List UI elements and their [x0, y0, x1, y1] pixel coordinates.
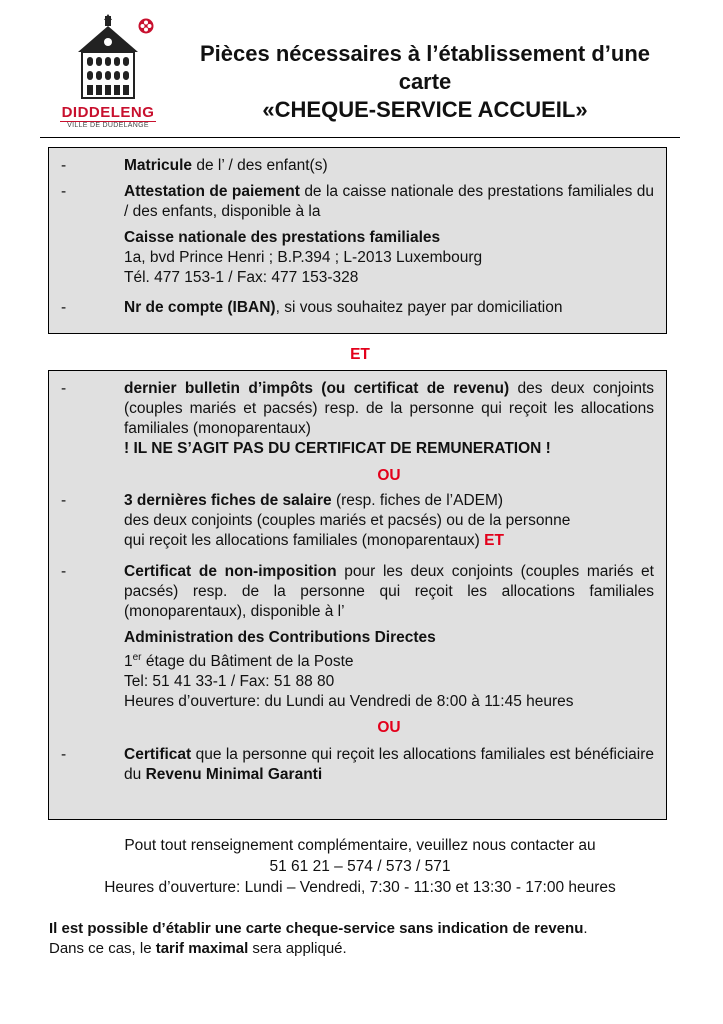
rmg-label: Revenu Minimal Garanti: [145, 766, 323, 783]
tax-bulletin-text: des deux conjoints (couples mariés et pacsés) resp. de la personne qui reçoit les allocations familiales (monoparentaux): [124, 380, 654, 437]
warning-not-salary-certificate: ! IL NE S’AGIT PAS DU CERTIFICAT DE REMUNERATION !: [124, 440, 551, 457]
rmg-certificate-label: Certificat: [124, 746, 192, 763]
non-taxation-label: Certificat de non-imposition: [124, 563, 337, 580]
acd-floor-suffix: er: [132, 652, 142, 663]
non-taxation-text: pour les deux conjoints (couples mariés et pacsés) resp. de la personne qui reçoit les allocations familiales (monoparentaux), disponible à l’: [124, 563, 654, 620]
note: [49, 919, 689, 959]
acd-opening-hours: Heures d’ouverture: du Lundi au Vendredi de 8:00 à 11:45 heures: [124, 693, 574, 711]
separator-et: ET: [350, 346, 370, 363]
bullet-dash: -: [61, 492, 67, 509]
tax-bulletin-label: dernier bulletin d’impôts (ou certificat de revenu): [124, 380, 510, 397]
title-line-2: carte: [398, 69, 452, 94]
matricule-text: de l’ / des enfant(s): [192, 157, 328, 174]
dudelange-logo: [58, 14, 168, 132]
caisse-phone-fax: Tél. 477 153-1 / Fax: 477 153-328: [124, 269, 359, 286]
title-line-1: Pièces nécessaires à l’établissement d’une: [199, 41, 651, 66]
matricule-label: Matricule: [124, 157, 193, 174]
attestation-text: de la caisse nationale des prestations familiales du / des enfants, disponible à la: [124, 183, 654, 220]
attestation-label: Attestation de paiement: [124, 183, 300, 200]
required-documents-box-2: [48, 370, 667, 820]
caisse-name: Caisse nationale des prestations familiales: [124, 229, 441, 246]
header-divider: [40, 137, 680, 138]
note-line2-b: sera appliqué.: [248, 940, 347, 957]
contact-phone: 51 61 21 – 574 / 573 / 571: [269, 858, 451, 875]
bullet-dash: -: [61, 299, 67, 316]
iban-label: Nr de compte (IBAN): [124, 299, 276, 316]
caisse-address: 1a, bvd Prince Henri ; B.P.394 ; L-2013 Luxembourg: [124, 249, 483, 266]
payslips-label: 3 dernières fiches de salaire: [124, 492, 332, 509]
logo-subtitle: VILLE DE DUDELANGE: [67, 122, 149, 129]
note-max-tariff: tarif maximal: [155, 940, 249, 957]
page-title: [175, 40, 675, 124]
note-period: .: [583, 920, 588, 937]
bullet-dash: -: [61, 563, 67, 580]
note-bold: Il est possible d’établir une carte cheque-service sans indication de revenu: [49, 920, 584, 937]
contact-line-1: Pout tout renseignement complémentaire, veuillez nous contacter au: [124, 837, 596, 854]
title-line-3: «CHEQUE-SERVICE ACCUEIL»: [262, 97, 588, 122]
bullet-dash: -: [61, 183, 67, 200]
iban-text: , si vous souhaitez payer par domiciliation: [275, 299, 563, 316]
bullet-dash: -: [61, 157, 67, 174]
bullet-dash: -: [61, 380, 67, 397]
separator-ou-1: OU: [377, 467, 401, 484]
acd-name: Administration des Contributions Directes: [124, 629, 436, 646]
separator-ou-2: OU: [377, 719, 401, 736]
acd-address: étage du Bâtiment de la Poste: [141, 653, 354, 671]
logo-name: DIDDELENG: [61, 104, 155, 121]
contact-info: [40, 835, 680, 898]
note-line2-a: Dans ce cas, le: [49, 940, 156, 957]
payslips-et: ET: [484, 532, 504, 549]
bullet-dash: -: [61, 746, 67, 763]
contact-hours: Heures d’ouverture: Lundi – Vendredi, 7:30 - 11:30 et 13:30 - 17:00 heures: [104, 879, 616, 896]
rmg-certificate-text: que la personne qui reçoit les allocations familiales est bénéficiaire du: [124, 746, 654, 783]
flower-emblem-icon: [138, 18, 154, 34]
payslips-text-3: qui reçoit les allocations familiales (monoparentaux): [124, 532, 485, 549]
payslips-text-1: (resp. fiches de l’ADEM): [331, 492, 504, 509]
acd-floor-number: 1: [124, 653, 133, 671]
required-documents-box-1: [48, 147, 667, 334]
payslips-text-2: des deux conjoints (couples mariés et pacsés) ou de la personne: [124, 512, 571, 529]
acd-phone-fax: Tel: 51 41 33-1 / Fax: 51 88 80: [124, 673, 335, 691]
